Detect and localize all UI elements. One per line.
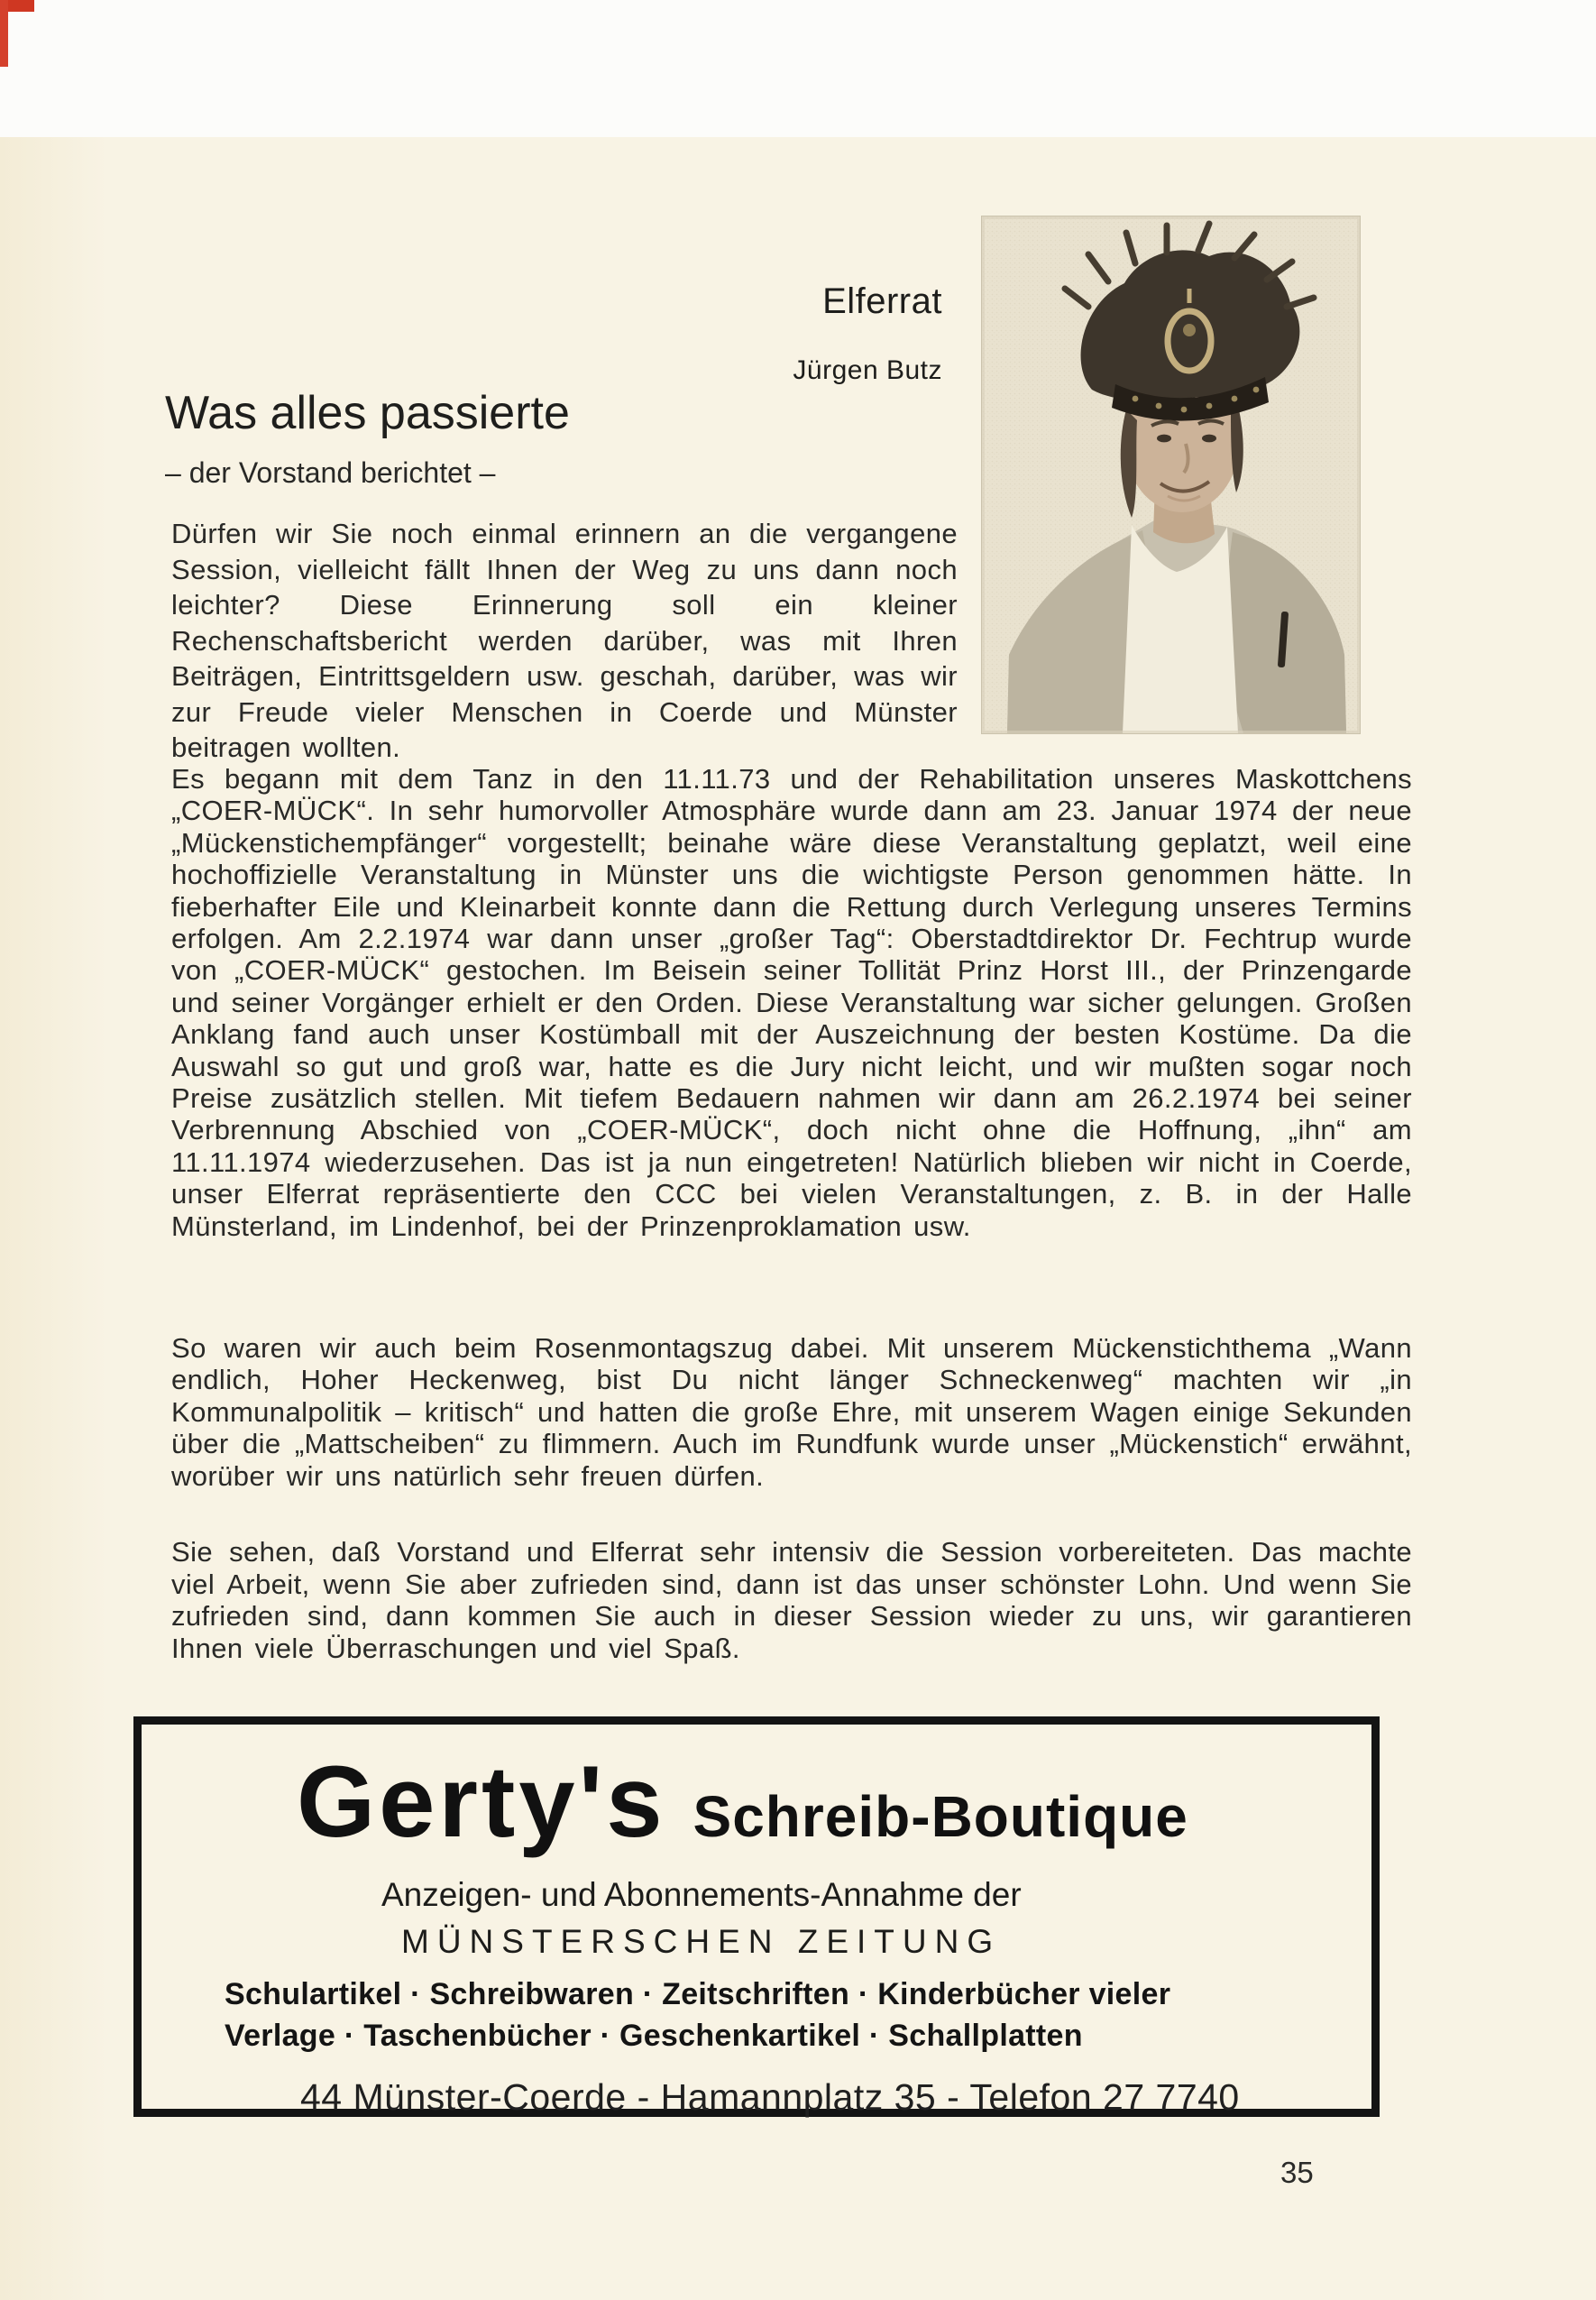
photo-credit-title: Elferrat — [822, 281, 942, 321]
photo-credit-block — [631, 281, 942, 386]
ad-address: 44 Münster-Coerde - Hamannplatz 35 - Telefon 27 7740 — [300, 2076, 1240, 2118]
article-paragraph-2: Es begann mit dem Tanz in den 11.11.73 und der Rehabilitation unseres Maskottchens „COER-MÜCK“. In sehr humorvoller Atmosphäre wurde dann am 23. Januar 1974 der neue „Mückenstichempfänger“ vorgestellt; beinahe wäre diese Veranstaltung geplatzt, weil eine hochoffizielle Veranstaltung in Münster uns die wichtigste Person genommen hätte. In fieberhafter Eile und Kleinarbeit konnte dann die Rettung durch Verlegung unseres Termins erfolgen. Am 2.2.1974 war dann unser „großer Tag“: Oberstadtdirektor Dr. Fechtrup wurde von „COER-MÜCK“ gestochen. Im Beisein seiner Tollität Prinz Horst III., der Prinzengarde und seiner Vorgänger erhielt er den Orden. Diese Veranstaltung war sicher gelungen. Großen Anklang fand auch unser Kostümball mit der Auszeichnung der besten Kostüme. Da die Auswahl so gut und groß war, hatte es die Jury nicht leicht, und wir mußten sogar noch Preise zusätzlich stellen. Mit tiefem Bedauern nahmen wir dann am 26.2.1974 bei seiner Verbrennung Abschied von „COER-MÜCK“, doch nicht ohne die Hoffnung, „ihn“ am 11.11.1974 wiederzusehen. Das ist ja nun eingetreten! Natürlich blieben wir nicht in Coerde, unser Elferrat repräsentierte den CCC bei vielen Veranstaltungen, z. B. in der Halle Münsterland, im Lindenhof, bei der Prinzenproklamation usw. — [171, 763, 1412, 1242]
article-paragraph-4: Sie sehen, daß Vorstand und Elferrat sehr intensiv die Session vorbereiteten. Das machte viel Arbeit, wenn Sie aber zufrieden sind, dann ist das unser schönster Lohn. Und wenn Sie zufrieden sind, dann kommen Sie auch in dieser Session wieder zu uns, wir garantieren Ihnen viele Überraschungen und viel Spaß. — [171, 1536, 1412, 1664]
scan-red-mark — [0, 0, 8, 67]
scan-white-band — [0, 0, 1596, 137]
ad-brand-type: Schreib-Boutique — [693, 1784, 1188, 1849]
article-paragraph-3: So waren wir auch beim Rosenmontagszug dabei. Mit unserem Mückenstichthema „Wann endlich, Hoher Heckenweg, bist Du nicht länger Schneckenweg“ machten wir „in Kommunalpolitik – kritisch“ und hatten die große Ehre, mit unserem Wagen einige Sekunden über die „Mattscheiben“ zu flimmern. Auch im Rundfunk wurde unser „Mückenstich“ erwähnt, worüber wir uns natürlich sehr freuen dürfen. — [171, 1332, 1412, 1492]
advertisement-content — [142, 1725, 1371, 2118]
article-subtitle: – der Vorstand berichtet – — [165, 456, 496, 489]
page-number: 35 — [1280, 2156, 1314, 2189]
ad-service-line: Anzeigen- und Abonnements-Annahme der — [381, 1876, 1022, 1913]
article-title: Was alles passierte — [165, 387, 570, 439]
ad-brand-name: Gerty's — [297, 1745, 666, 1858]
scan-edge-shade — [0, 137, 108, 2300]
advertisement-box — [133, 1716, 1380, 2117]
article-paragraph-1: Dürfen wir Sie noch einmal erinnern an die vergangene Session, vielleicht fällt Ihnen der Weg zu uns dann noch leichter? Diese Erinnerung soll ein kleiner Rechenschaftsbericht werden darüber, was mit Ihren Beiträgen, Eintrittsgeldern usw. geschah, darüber, was wir zur Freude vieler Menschen in Coerde und Münster beitragen wollten. — [171, 518, 958, 763]
ad-products-line-1: Schulartikel · Schreibwaren · Zeitschriften · Kinderbücher vieler — [225, 1977, 1171, 2011]
ad-brand-row — [297, 1745, 1188, 1858]
ad-newspaper-name: MÜNSTERSCHEN ZEITUNG — [401, 1923, 1002, 1960]
ad-products-line-2: Verlage · Taschenbücher · Geschenkartikel · Schallplatten — [225, 2019, 1083, 2053]
portrait-photo — [981, 216, 1361, 734]
photo-credit-name: Jürgen Butz — [793, 355, 942, 385]
